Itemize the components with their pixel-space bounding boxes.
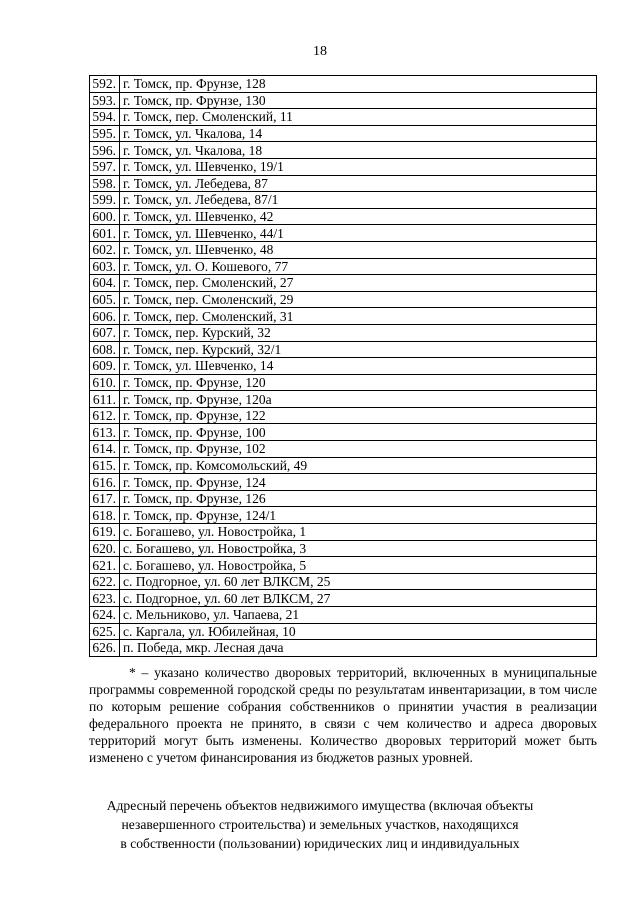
table-row — [90, 407, 597, 424]
row-number: 618. — [90, 507, 120, 524]
row-address: г. Томск, пер. Курский, 32 — [120, 324, 597, 341]
table-row — [90, 623, 597, 640]
table-row — [90, 158, 597, 175]
footnote-text: * – указано количество дворовых территорий, включенных в муниципальные программы современной городской среды по результатам инвентаризации, в том числе по которым решение собрания собственников о принятии участия в реализации федерального проекта не принято, в связи с чем количество и адреса дворовых территорий могут быть изменены. Количество дворовых территорий может быть изменено с учетом финансирования из бюджетов разных уровней. — [89, 665, 597, 765]
row-number: 626. — [90, 640, 120, 657]
table-row — [90, 374, 597, 391]
table-row — [90, 241, 597, 258]
row-address: г. Томск, пр. Фрунзе, 120а — [120, 391, 597, 408]
table-row — [90, 142, 597, 159]
row-number: 594. — [90, 109, 120, 126]
table-row — [90, 192, 597, 209]
row-number: 619. — [90, 524, 120, 541]
row-address: г. Томск, пр. Фрунзе, 122 — [120, 407, 597, 424]
row-address: г. Томск, пер. Смоленский, 11 — [120, 109, 597, 126]
table-row — [90, 507, 597, 524]
row-address: с. Богашево, ул. Новостройка, 5 — [120, 557, 597, 574]
page-number: 18 — [313, 44, 327, 59]
row-address: г. Томск, пр. Фрунзе, 128 — [120, 76, 597, 93]
row-address: г. Томск, ул. Шевченко, 14 — [120, 358, 597, 375]
row-address: г. Томск, ул. Шевченко, 44/1 — [120, 225, 597, 242]
row-number: 592. — [90, 76, 120, 93]
table-row — [90, 125, 597, 142]
table-row — [90, 540, 597, 557]
table-row — [90, 490, 597, 507]
row-number: 603. — [90, 258, 120, 275]
row-address: г. Томск, пер. Смоленский, 29 — [120, 291, 597, 308]
row-number: 622. — [90, 573, 120, 590]
row-address: с. Каргала, ул. Юбилейная, 10 — [120, 623, 597, 640]
section-heading-line: Адресный перечень объектов недвижимого имущества (включая объекты — [106, 798, 534, 813]
row-number: 611. — [90, 391, 120, 408]
table-row — [90, 640, 597, 657]
address-table-body — [90, 76, 597, 657]
row-number: 601. — [90, 225, 120, 242]
row-address: г. Томск, ул. Шевченко, 42 — [120, 208, 597, 225]
row-number: 608. — [90, 341, 120, 358]
table-row — [90, 557, 597, 574]
row-number: 593. — [90, 92, 120, 109]
table-row — [90, 457, 597, 474]
section-heading — [60, 796, 580, 853]
footnote — [89, 664, 597, 766]
row-number: 612. — [90, 407, 120, 424]
row-number: 596. — [90, 142, 120, 159]
row-address: г. Томск, ул. Шевченко, 48 — [120, 241, 597, 258]
row-number: 617. — [90, 490, 120, 507]
row-number: 625. — [90, 623, 120, 640]
table-row — [90, 324, 597, 341]
row-address: г. Томск, пр. Фрунзе, 102 — [120, 441, 597, 458]
row-number: 616. — [90, 474, 120, 491]
table-row — [90, 573, 597, 590]
row-address: г. Томск, ул. О. Кошевого, 77 — [120, 258, 597, 275]
address-table — [89, 75, 597, 657]
row-address: г. Томск, пр. Фрунзе, 124 — [120, 474, 597, 491]
row-address: г. Томск, пер. Смоленский, 31 — [120, 308, 597, 325]
row-address: г. Томск, пр. Комсомольский, 49 — [120, 457, 597, 474]
table-row — [90, 76, 597, 93]
row-address: с. Подгорное, ул. 60 лет ВЛКСМ, 27 — [120, 590, 597, 607]
row-number: 615. — [90, 457, 120, 474]
row-number: 620. — [90, 540, 120, 557]
table-row — [90, 607, 597, 624]
table-row — [90, 258, 597, 275]
row-address: г. Томск, ул. Шевченко, 19/1 — [120, 158, 597, 175]
row-number: 623. — [90, 590, 120, 607]
table-row — [90, 308, 597, 325]
row-number: 600. — [90, 208, 120, 225]
row-address: с. Богашево, ул. Новостройка, 1 — [120, 524, 597, 541]
table-row — [90, 590, 597, 607]
row-number: 610. — [90, 374, 120, 391]
table-row — [90, 474, 597, 491]
row-address: г. Томск, ул. Лебедева, 87/1 — [120, 192, 597, 209]
row-number: 599. — [90, 192, 120, 209]
row-number: 597. — [90, 158, 120, 175]
table-row — [90, 358, 597, 375]
row-address: г. Томск, ул. Чкалова, 18 — [120, 142, 597, 159]
row-number: 607. — [90, 324, 120, 341]
row-number: 614. — [90, 441, 120, 458]
table-row — [90, 275, 597, 292]
table-row — [90, 175, 597, 192]
table-row — [90, 109, 597, 126]
row-number: 604. — [90, 275, 120, 292]
table-row — [90, 341, 597, 358]
row-address: с. Богашево, ул. Новостройка, 3 — [120, 540, 597, 557]
row-number: 595. — [90, 125, 120, 142]
row-address: г. Томск, пр. Фрунзе, 130 — [120, 92, 597, 109]
row-address: г. Томск, пер. Смоленский, 27 — [120, 275, 597, 292]
table-row — [90, 424, 597, 441]
row-number: 605. — [90, 291, 120, 308]
section-heading-line: незавершенного строительства) и земельных участков, находящихся — [121, 817, 519, 832]
table-row — [90, 441, 597, 458]
row-address: п. Победа, мкр. Лесная дача — [120, 640, 597, 657]
table-row — [90, 391, 597, 408]
row-address: г. Томск, пер. Курский, 32/1 — [120, 341, 597, 358]
row-number: 613. — [90, 424, 120, 441]
row-address: с. Мельниково, ул. Чапаева, 21 — [120, 607, 597, 624]
row-number: 609. — [90, 358, 120, 375]
row-address: г. Томск, пр. Фрунзе, 126 — [120, 490, 597, 507]
table-row — [90, 524, 597, 541]
row-address: г. Томск, ул. Чкалова, 14 — [120, 125, 597, 142]
table-row — [90, 208, 597, 225]
row-number: 602. — [90, 241, 120, 258]
table-row — [90, 225, 597, 242]
row-number: 621. — [90, 557, 120, 574]
row-address: г. Томск, пр. Фрунзе, 120 — [120, 374, 597, 391]
row-address: г. Томск, пр. Фрунзе, 124/1 — [120, 507, 597, 524]
row-number: 624. — [90, 607, 120, 624]
section-heading-line: в собственности (пользовании) юридических лиц и индивидуальных — [120, 836, 520, 851]
row-number: 598. — [90, 175, 120, 192]
table-row — [90, 291, 597, 308]
row-address: г. Томск, ул. Лебедева, 87 — [120, 175, 597, 192]
row-address: с. Подгорное, ул. 60 лет ВЛКСМ, 25 — [120, 573, 597, 590]
table-row — [90, 92, 597, 109]
row-number: 606. — [90, 308, 120, 325]
row-address: г. Томск, пр. Фрунзе, 100 — [120, 424, 597, 441]
